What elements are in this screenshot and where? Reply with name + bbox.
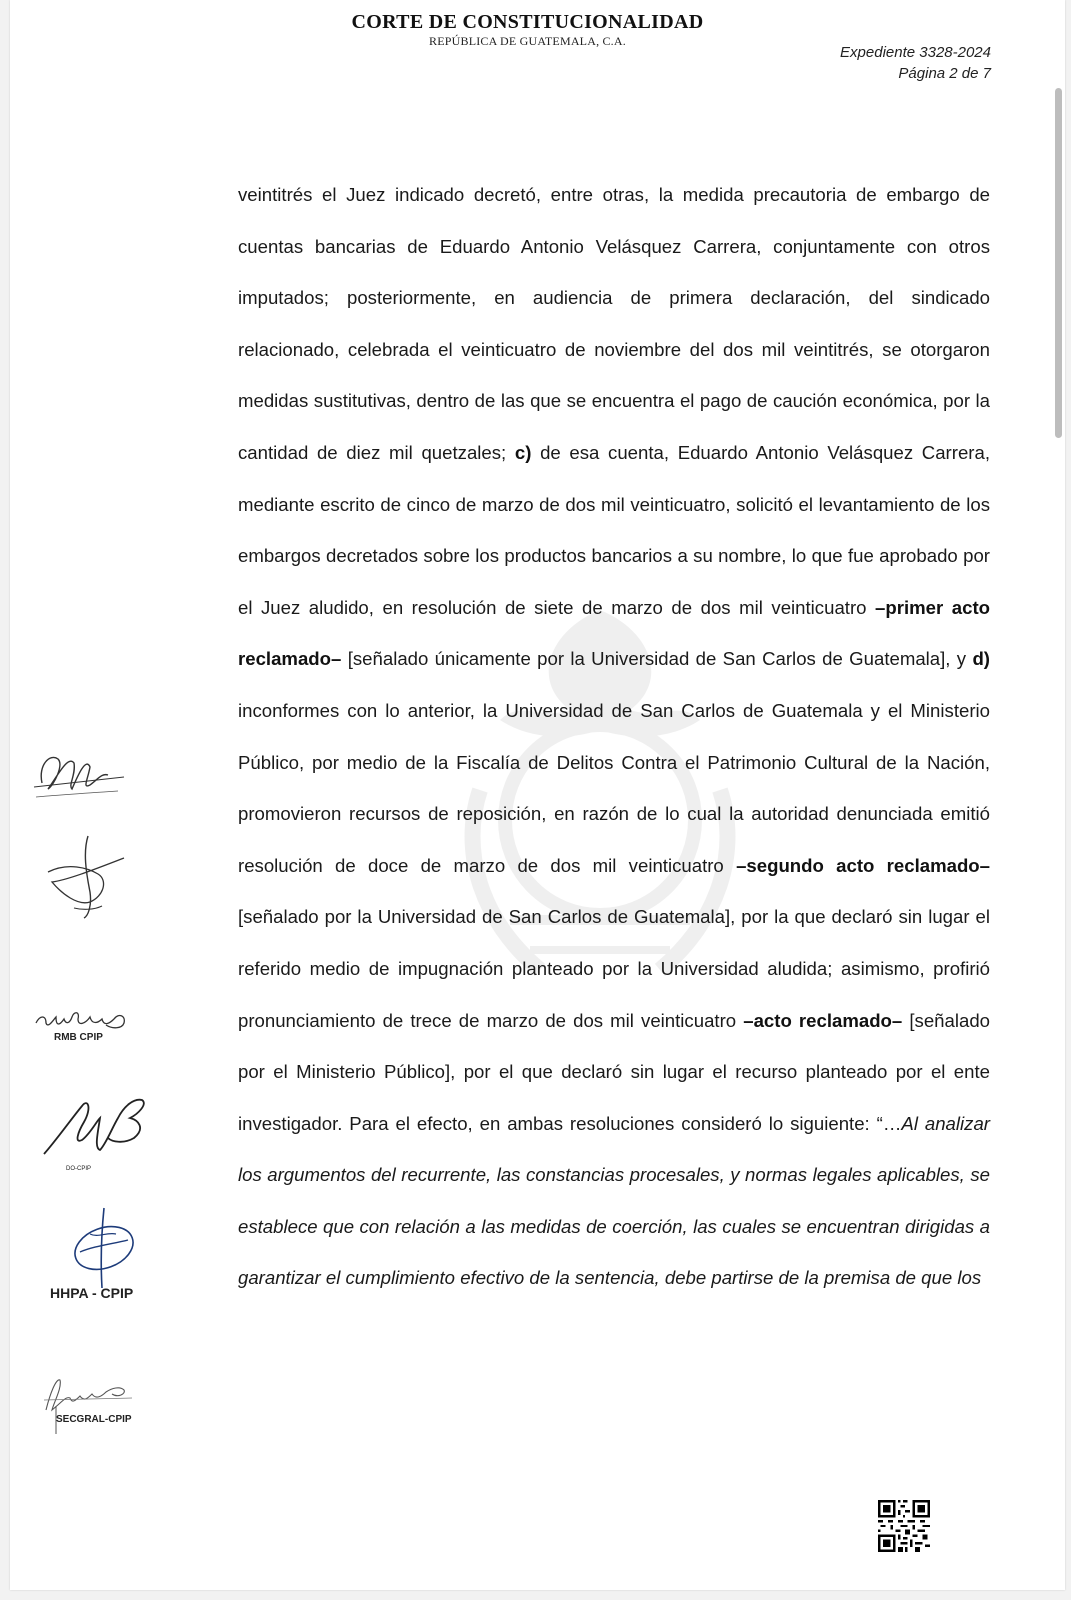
signature-label-hhpa: HHPA - CPIP: [50, 1285, 134, 1301]
page-metadata: [840, 42, 991, 84]
emphasis-second-act: –segundo acto reclamado–: [736, 854, 991, 876]
item-marker: d): [972, 648, 991, 670]
body-segment: [señalado únicamente por la Universidad de San Carlos de Guatemala], y: [347, 648, 967, 670]
signature-secgral-icon: [36, 1370, 136, 1436]
body-segment: de esa cuenta, Eduardo Antonio Velásquez Carrera, mediante escrito de cinco de marzo de dos mil veinticuatro, solicitó el levantamiento de los embargos decretados sobre los productos bancarios a su nombre, lo que fue aprobado por el Juez aludido, en resolución de siete de marzo de dos mil veinticuatro: [238, 441, 990, 618]
qr-code-icon: [878, 1500, 930, 1552]
signature-hhpa-icon: [50, 1204, 150, 1290]
court-subtitle: REPÚBLICA DE GUATEMALA, C.A.: [429, 34, 626, 48]
emphasis-first-act: –primer acto reclamado–: [238, 596, 990, 670]
signature-rmb-icon: [32, 1003, 132, 1035]
body-segment: inconformes con lo anterior, la Universidad de San Carlos de Guatemala y el Ministerio Público, por medio de la Fiscalía de Delitos Contra el Patrimonio Cultural de la Nación, promovieron recursos de reposición, en razón de lo cual la autoridad denunciada emitió resolución de doce de marzo de dos mil veinticuatro: [238, 699, 990, 876]
quoted-text: Al analizar los argumentos del recurrente, las constancias procesales, y normas legales aplicables, se establece que con relación a las medidas de coerción, las cuales se encuentran dirigidas a garantizar el cumplimiento efectivo de la sentencia, debe partirse de la premisa de que los: [238, 1112, 990, 1289]
signature-do-icon: [38, 1088, 158, 1168]
emphasis-act: –acto reclamado–: [743, 1009, 903, 1031]
body-segment: veintitrés el Juez indicado decretó, entre otras, la medida precautoria de embargo de cuentas bancarias de Eduardo Antonio Velásquez Carrera, conjuntamente con otros imputados; posteriormente, en audiencia de primera declaración, del sindicado relacionado, celebrada el veinticuatro de noviembre del dos mil veintitrés, se otorgaron medidas sustitutivas, dentro de las que se encuentra el pago de caución económica, por la cantidad de diez mil quetzales;: [238, 184, 990, 463]
scrollbar-thumb[interactable]: [1055, 88, 1062, 438]
signature-label-do: DO-CPIP: [66, 1166, 92, 1172]
signature-label-rmb: RMB CPIP: [54, 1032, 103, 1043]
item-marker: c): [514, 441, 532, 463]
page-number: Página 2 de 7: [898, 65, 991, 82]
body-segment: [señalado por la Universidad de San Carlos de Guatemala], por la que declaró sin lugar el referido medio de impugnación planteado por la Universidad aludida; asimismo, profirió pronunciamiento de trece de marzo de dos mil veinticuatro: [238, 906, 990, 1031]
signature-label-secgral: SECGRAL-CPIP: [56, 1414, 132, 1425]
case-number: Expediente 3328-2024: [840, 44, 991, 61]
court-name: CORTE DE CONSTITUCIONALIDAD: [351, 11, 704, 33]
signature-1-icon: [28, 745, 128, 807]
body-segment: [señalado por el Ministerio Público], por el que declaró sin lugar el recurso planteado por el ente investigador. Para el efecto, en ambas resoluciones consideró lo siguiente: “…: [238, 1009, 991, 1134]
signature-2-icon: [38, 832, 138, 922]
document-body: [238, 169, 990, 1304]
document-page: [10, 0, 1065, 1590]
